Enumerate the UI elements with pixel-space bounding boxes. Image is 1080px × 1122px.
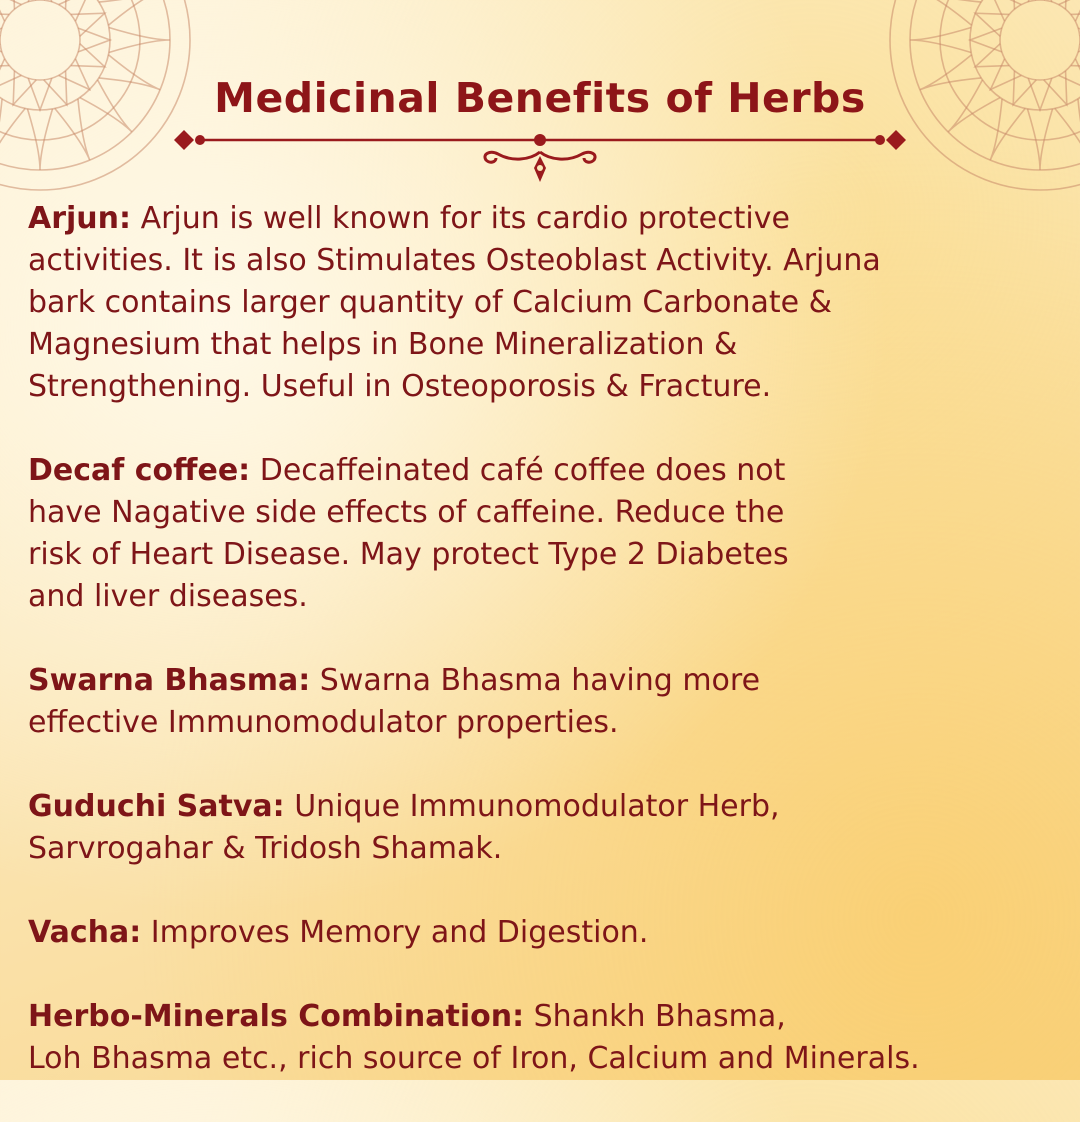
herb-description: Arjun is well known for its cardio protective [140,201,790,236]
herb-item [28,996,1068,1080]
herb-line [28,786,1068,828]
herb-line [28,660,1068,702]
herb-line [28,198,1068,240]
herb-line [28,702,1068,744]
herb-line [28,240,1068,282]
herb-description: Shankh Bhasma, [533,999,786,1034]
herb-item [28,450,1068,618]
herb-line [28,492,1068,534]
herb-item [28,198,1068,408]
herb-description: risk of Heart Disease. May protect Type 2 Diabetes [28,537,789,572]
herb-description: Decaffeinated café coffee does not [259,453,786,488]
herb-description: activities. It is also Stimulates Osteoblast Activity. Arjuna [28,243,881,278]
herb-line [28,450,1068,492]
herb-line [28,996,1068,1038]
herb-line [28,576,1068,618]
herb-line [28,324,1068,366]
herb-description: Magnesium that helps in Bone Mineralization & [28,327,738,362]
herb-line [28,534,1068,576]
herb-description: Unique Immunomodulator Herb, [294,789,780,824]
herb-name: Guduchi Satva: [28,789,285,824]
herb-name: Arjun: [28,201,132,236]
herb-description: Improves Memory and Digestion. [150,915,649,950]
herb-description: Loh Bhasma etc., rich source of Iron, Calcium and Minerals. [28,1041,920,1076]
herb-name: Decaf coffee: [28,453,251,488]
flourish-divider-icon [160,120,920,190]
herb-item [28,660,1068,744]
herb-description: Sarvrogahar & Tridosh Shamak. [28,831,503,866]
herb-name: Herbo-Minerals Combination: [28,999,525,1034]
herb-line [28,912,1068,954]
herb-benefits-list [28,198,1068,1122]
herb-description: and liver diseases. [28,579,308,614]
herb-line [28,828,1068,870]
herb-line [28,1038,1068,1080]
herb-description: bark contains larger quantity of Calcium Carbonate & [28,285,833,320]
herb-line [28,366,1068,408]
herb-description: Swarna Bhasma having more [319,663,761,698]
herb-name: Vacha: [28,915,142,950]
herb-item [28,912,1068,954]
herb-line [28,282,1068,324]
herb-name: Swarna Bhasma: [28,663,311,698]
herb-description: Strengthening. Useful in Osteoporosis & Fracture. [28,369,772,404]
herb-description: effective Immunomodulator properties. [28,705,619,740]
page-title: Medicinal Benefits of Herbs [214,74,866,122]
herb-item [28,786,1068,870]
herb-description: have Nagative side effects of caffeine. Reduce the [28,495,785,530]
